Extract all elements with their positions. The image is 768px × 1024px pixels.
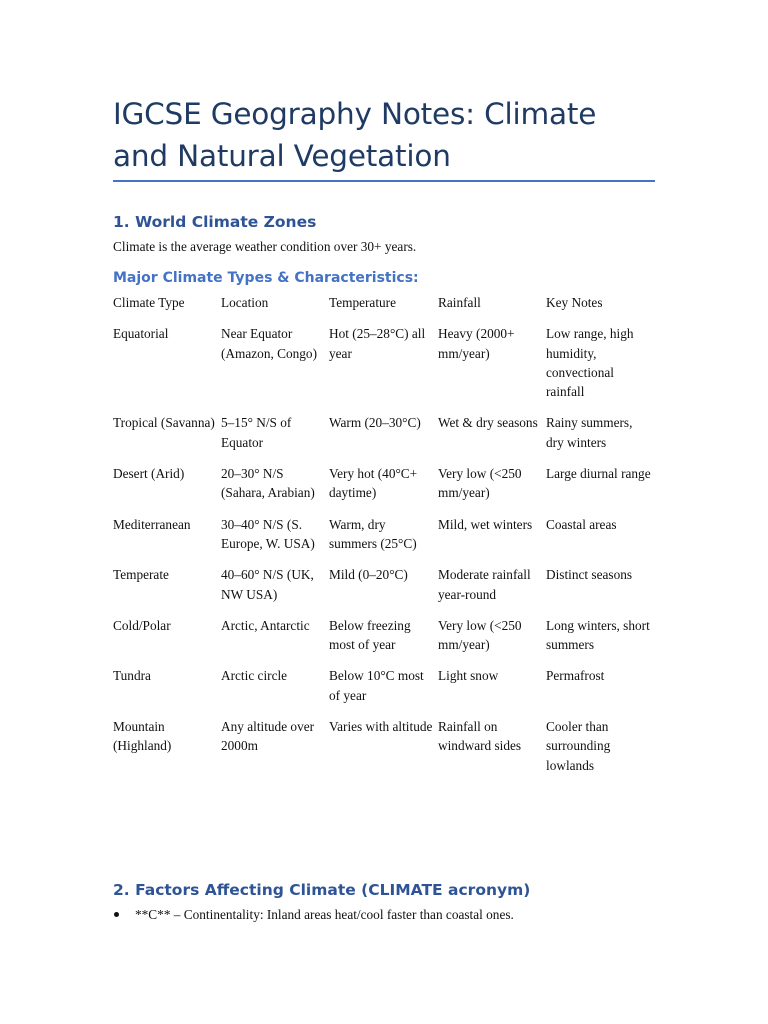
cell-location: Near Equator (Amazon, Congo)	[221, 326, 318, 361]
bullet-icon	[114, 912, 119, 917]
cell-temperature: Varies with altitude	[329, 719, 433, 735]
table-row	[113, 413, 656, 464]
cell-key-notes: Coastal areas	[546, 516, 617, 532]
cell-rainfall: Very low (<250 mm/year)	[438, 617, 522, 653]
cell-climate-type: Mediterranean	[113, 516, 191, 532]
table-row	[113, 464, 656, 515]
table-row	[113, 324, 656, 413]
cell-rainfall: Wet & dry seasons	[438, 415, 538, 431]
cell-key-notes: Rainy summers, dry winters	[546, 415, 633, 450]
climate-types-subheading: Major Climate Types & Characteristics:	[113, 270, 419, 286]
cell-rainfall: Moderate rainfall year-round	[438, 567, 531, 602]
table-row	[113, 515, 656, 566]
cell-location: Arctic circle	[221, 668, 288, 684]
list-item	[113, 905, 514, 924]
table-row	[113, 666, 656, 717]
cell-location: Arctic, Antarctic	[221, 617, 310, 633]
cell-temperature: Hot (25–28°C) all year	[329, 326, 426, 361]
title-underline	[113, 180, 655, 182]
cell-temperature: Warm (20–30°C)	[329, 415, 421, 431]
cell-location: 5–15° N/S of Equator	[221, 415, 292, 450]
cell-climate-type: Equatorial	[113, 326, 169, 342]
header-key-notes: Key Notes	[546, 295, 603, 310]
cell-temperature: Mild (0–20°C)	[329, 567, 408, 583]
cell-climate-type: Mountain (Highland)	[113, 719, 172, 754]
cell-temperature: Below 10°C most of year	[329, 668, 424, 703]
header-rainfall: Rainfall	[438, 295, 481, 310]
cell-climate-type: Desert (Arid)	[113, 466, 185, 482]
cell-temperature: Below freezing most of year	[329, 617, 411, 653]
cell-rainfall: Light snow	[438, 668, 499, 684]
table-row	[113, 565, 656, 616]
cell-location: 30–40° N/S (S. Europe, W. USA)	[221, 516, 315, 551]
cell-location: 20–30° N/S (Sahara, Arabian)	[221, 466, 315, 501]
table-row	[113, 717, 656, 787]
climate-types-table	[113, 293, 656, 787]
cell-rainfall: Heavy (2000+ mm/year)	[438, 326, 515, 361]
cell-rainfall: Rainfall on windward sides	[438, 719, 522, 754]
section-1-heading: 1. World Climate Zones	[113, 213, 317, 231]
cell-climate-type: Tropical (Savanna)	[113, 415, 215, 431]
document-title: IGCSE Geography Notes: Climate and Natural Vegetation	[113, 97, 597, 173]
cell-climate-type: Tundra	[113, 668, 151, 684]
section-2-heading: 2. Factors Affecting Climate (CLIMATE acronym)	[113, 881, 531, 899]
climate-factors-list	[113, 905, 514, 924]
header-climate-type: Climate Type	[113, 295, 185, 310]
cell-climate-type: Cold/Polar	[113, 617, 171, 633]
table-row	[113, 616, 656, 667]
cell-key-notes: Permafrost	[546, 668, 605, 684]
cell-temperature: Very hot (40°C+ daytime)	[329, 466, 418, 501]
header-location: Location	[221, 295, 269, 310]
list-item-text: **C** – Continentality: Inland areas heat/cool faster than coastal ones.	[135, 907, 514, 922]
cell-rainfall: Mild, wet winters	[438, 516, 533, 532]
cell-temperature: Warm, dry summers (25°C)	[329, 516, 417, 551]
cell-rainfall: Very low (<250 mm/year)	[438, 466, 522, 501]
cell-location: Any altitude over 2000m	[221, 719, 315, 754]
cell-key-notes: Large diurnal range	[546, 466, 651, 482]
cell-key-notes: Cooler than surrounding lowlands	[546, 719, 611, 773]
section-1-intro: Climate is the average weather condition over 30+ years.	[113, 239, 417, 254]
cell-location: 40–60° N/S (UK, NW USA)	[221, 567, 314, 602]
header-temperature: Temperature	[329, 295, 396, 310]
cell-key-notes: Long winters, short summers	[546, 617, 650, 653]
table-header-row	[113, 293, 656, 324]
cell-climate-type: Temperate	[113, 567, 169, 583]
cell-key-notes: Low range, high humidity, convectional rainfall	[546, 326, 634, 400]
cell-key-notes: Distinct seasons	[546, 567, 633, 583]
